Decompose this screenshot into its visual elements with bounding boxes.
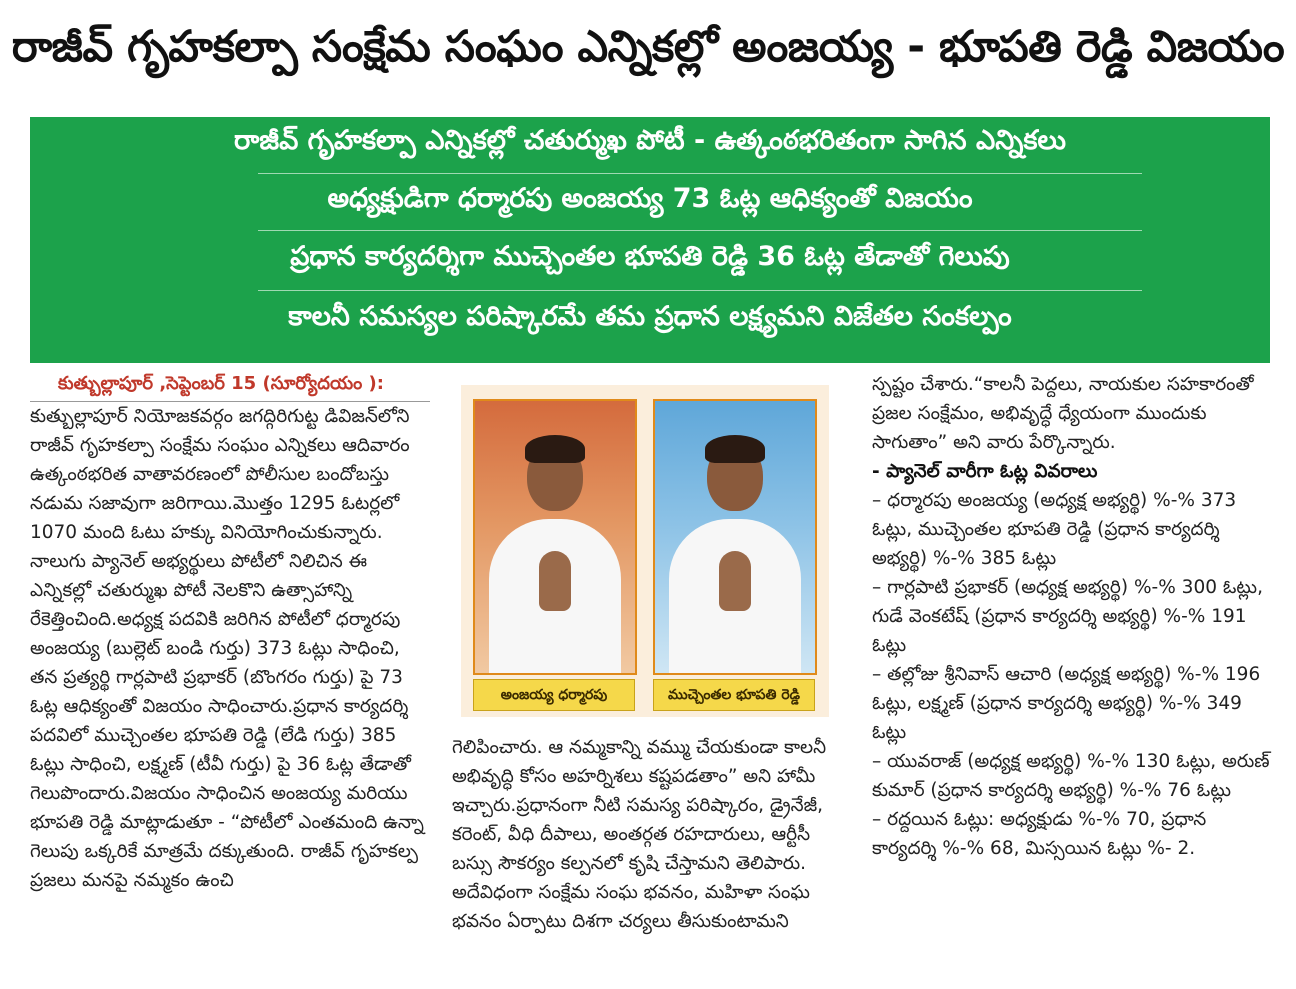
photo-caption-1: అంజయ్య ధర్మారపు bbox=[473, 679, 635, 711]
photo-panel bbox=[461, 385, 829, 717]
banner-divider bbox=[258, 173, 1142, 174]
article-column-2 bbox=[452, 733, 842, 936]
folded-hands bbox=[719, 551, 751, 611]
dateline: కుత్బుల్లాపూర్ ,సెప్టెంబర్ 15 (సూర్యోదయం ): bbox=[58, 373, 384, 394]
paragraph: గెలిపించారు. ఆ నమ్మకాన్ని వమ్ము చేయకుండా కాలనీ అభివృద్ధి కోసం అహర్నిశలు కష్టపడతాం” అని హామీ ఇచ్చారు.ప్రధానంగా నీటి సమస్య పరిష్కారం, డ్రైనేజీ, కరెంట్, వీధి దీపాలు, అంతర్గత రహదారులు, ఆర్టీసీ బస్సు సౌకర్యం కల్పనలో కృషి చేస్తామని తెలిపారు. అదేవిధంగా సంక్షేమ సంఘ భవనం, మహిళా సంఘ భవనం ఏర్పాటు దిశగా చర్యలు తీసుకుంటామని bbox=[452, 737, 827, 932]
photo-caption-2: ముచ్చెంతల భూపతి రెడ్డి bbox=[653, 679, 815, 711]
headline: రాజీవ్ గృహకల్పా సంక్షేమ సంఘం ఎన్నికల్లో అంజయ్య - భూపతి రెడ్డి విజయం bbox=[11, 22, 1285, 72]
hair bbox=[525, 435, 585, 463]
vote-detail-item: – ధర్మారపు అంజయ్య (అధ్యక్ష అభ్యర్థి) %-% 373 ఓట్లు, ముచ్చెంతల భూపతి రెడ్డి (ప్రధాన కార్యదర్శి అభ్యర్థి) %-% 385 ఓట్లు bbox=[872, 490, 1237, 569]
vote-details-heading: - ప్యానెల్ వారీగా ఓట్ల వివరాలు bbox=[872, 461, 1098, 482]
vote-detail-item: – రద్దయిన ఓట్లు: అధ్యక్షుడు %-% 70, ప్రధాన కార్యదర్శి %-% 68, మిస్సయిన ఓట్లు %- 2. bbox=[872, 809, 1207, 859]
vote-detail-item: – తల్లోజు శ్రీనివాస్ ఆచారి (అధ్యక్ష అభ్యర్థి) %-% 196 ఓట్లు, లక్ష్మణ్ (ప్రధాన కార్యదర్శి అభ్యర్థి) %-% 349 ఓట్లు bbox=[872, 664, 1261, 743]
article-column-3 bbox=[872, 370, 1272, 863]
subheadline-1: రాజీవ్ గృహకల్పా ఎన్నికల్లో చతుర్ముఖ పోటీ - ఉత్కంఠభరితంగా సాగిన ఎన్నికలు bbox=[234, 125, 1066, 156]
winner-photo-bhupathi-reddy bbox=[653, 399, 817, 675]
hair bbox=[705, 435, 765, 463]
article-column-1 bbox=[30, 402, 430, 895]
banner-divider bbox=[258, 290, 1142, 291]
subheadline-3: ప్రధాన కార్యదర్శిగా ముచ్చెంతల భూపతి రెడ్డి 36 ఓట్ల తేడాతో గెలుపు bbox=[290, 241, 1010, 272]
subheadline-banner bbox=[30, 117, 1270, 363]
folded-hands bbox=[539, 551, 571, 611]
subheadline-2: అధ్యక్షుడిగా ధర్మారపు అంజయ్య 73 ఓట్ల ఆధిక్యంతో విజయం bbox=[327, 183, 973, 214]
winner-photo-anjaiah bbox=[473, 399, 637, 675]
vote-detail-item: – యువరాజ్ (అధ్యక్ష అభ్యర్థి) %-% 130 ఓట్లు, అరుణ్ కుమార్ (ప్రధాన కార్యదర్శి అభ్యర్థి) %-% 76 ఓట్లు bbox=[872, 751, 1270, 801]
subheadline-4: కాలనీ సమస్యల పరిష్కారమే తమ ప్రధాన లక్ష్యమని విజేతల సంకల్పం bbox=[288, 301, 1012, 332]
paragraph: కుత్బుల్లాపూర్ నియోజకవర్గం జగద్గిరిగుట్ట డివిజన్‌లోని రాజీవ్ గృహకల్పా సంక్షేమ సంఘం ఎన్నికలు ఆదివారం ఉత్కంఠభరిత వాతావరణంలో పోలీసుల బందోబస్తు నడుమ సజావుగా జరిగాయి.మొత్తం 1295 ఓటర్లలో 1070 మంది ఓటు హక్కు వినియోగించుకున్నారు. నాలుగు ప్యానెల్ అభ్యర్థులు పోటీలో నిలిచిన ఈ ఎన్నికల్లో చతుర్ముఖ పోటీ నెలకొని ఉత్సాహాన్ని రేకెత్తించింది.అధ్యక్ష పదవికి జరిగిన పోటీలో ధర్మారపు అంజయ్య (బుల్లెట్ బండి గుర్తు) 373 ఓట్లు సాధించి, తన ప్రత్యర్థి గార్లపాటి ప్రభాకర్ (బొంగరం గుర్తు) పై 73 ఓట్ల ఆధిక్యంతో విజయం సాధించారు.ప్రధాన కార్యదర్శి పదవిలో ముచ్చెంతల భూపతి రెడ్డి (లేడి గుర్తు) 385 ఓట్లు సాధించి, లక్ష్మణ్ (టీవీ గుర్తు) పై 36 ఓట్ల తేడాతో గెలుపొందారు.విజయం సాధించిన అంజయ్య మరియు భూపతి రెడ్డి మాట్లాడుతూ - “పోటీలో ఎంతమంది ఉన్నా గెలుపు ఒక్కరికే మాత్రమే దక్కుతుంది. రాజీవ్ గృహకల్ప ప్రజలు మనపై నమ్మకం ఉంచి bbox=[30, 406, 424, 891]
vote-detail-item: – గార్లపాటి ప్రభాకర్ (అధ్యక్ష అభ్యర్థి) %-% 300 ఓట్లు, గుడే వెంకటేష్ (ప్రధాన కార్యదర్శి అభ్యర్థి) %-% 191 ఓట్లు bbox=[872, 577, 1263, 656]
banner-divider bbox=[258, 230, 1142, 231]
paragraph: స్పష్టం చేశారు.“కాలనీ పెద్దలు, నాయకుల సహకారంతో ప్రజల సంక్షేమం, అభివృద్ధే ధ్యేయంగా ముందుకు సాగుతాం” అని వారు పేర్కొన్నారు. bbox=[872, 374, 1254, 453]
